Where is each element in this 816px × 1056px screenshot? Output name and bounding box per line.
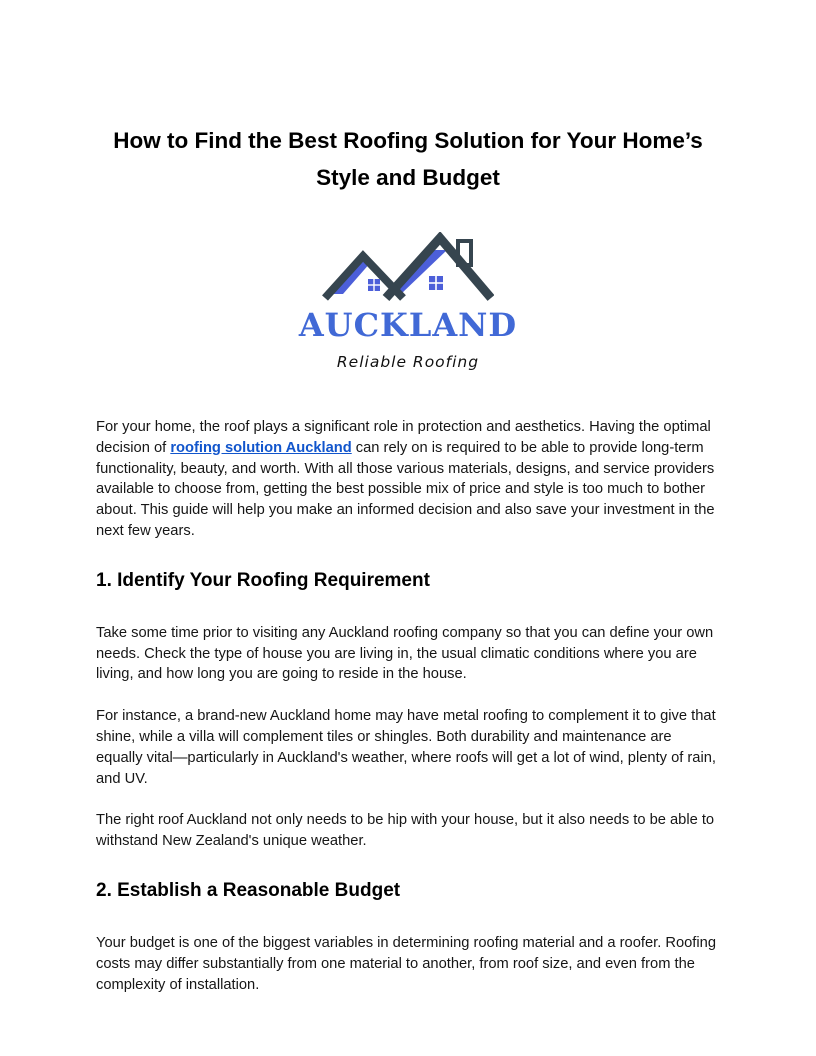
section-1-paragraph-3: The right roof Auckland not only needs to be hip with your house, but it also needs to be able to withstand New Zealand's unique weather. — [96, 812, 715, 850]
company-logo — [96, 232, 720, 371]
section-1-paragraph-1: Take some time prior to visiting any Auckland roofing company so that you can define your own needs. Check the type of house you are living in, the usual climatic conditions where you are living, and how long you are going to reside in the house. — [96, 624, 714, 683]
logo-tagline: Reliable Roofing — [336, 353, 480, 371]
roof-logo-icon — [322, 232, 494, 302]
big-roof-window — [429, 276, 443, 290]
section-1-paragraph-2: For instance, a brand-new Auckland home may have metal roofing to complement it to give that shine, while a villa will complement tiles or shingles. Both durability and maintenance are equally vital—particularly in Auckland's weather, where roofs will get a lot of wind, plenty of rain, and UV. — [96, 708, 716, 787]
page-title — [96, 122, 720, 196]
section-2-paragraph-1: Your budget is one of the biggest variables in determining roofing material and a roofer. Roofing costs may differ substantially from one material to another, from roof size, and even from the complexity of installation. — [96, 934, 716, 993]
small-roof-window — [368, 279, 380, 291]
intro-paragraph — [96, 417, 720, 542]
page-title-line-2: Style and Budget — [316, 165, 500, 190]
section-1-heading: 1. Identify Your Roofing Requirement — [96, 569, 430, 591]
intro-text-after-link: can rely on is required to be able to provide long-term functionality, beauty, and worth. With all those various materials, designs, and service providers available to choose from, getting the best possible mix of price and style is too much to bother about. This guide will help you make an informed decision and also save your investment in the next few years. — [96, 439, 715, 539]
intro-text-before-link: For your home, the roof plays a significant role in protection and aesthetics. Having the optimal decision of — [96, 419, 711, 456]
page-title-line-1: How to Find the Best Roofing Solution for Your Home’s — [113, 128, 703, 153]
section-2-heading: 2. Establish a Reasonable Budget — [96, 879, 401, 901]
logo-wordmark: AUCKLAND — [298, 306, 518, 344]
roofing-solution-auckland-link[interactable]: roofing solution Auckland — [170, 439, 352, 456]
